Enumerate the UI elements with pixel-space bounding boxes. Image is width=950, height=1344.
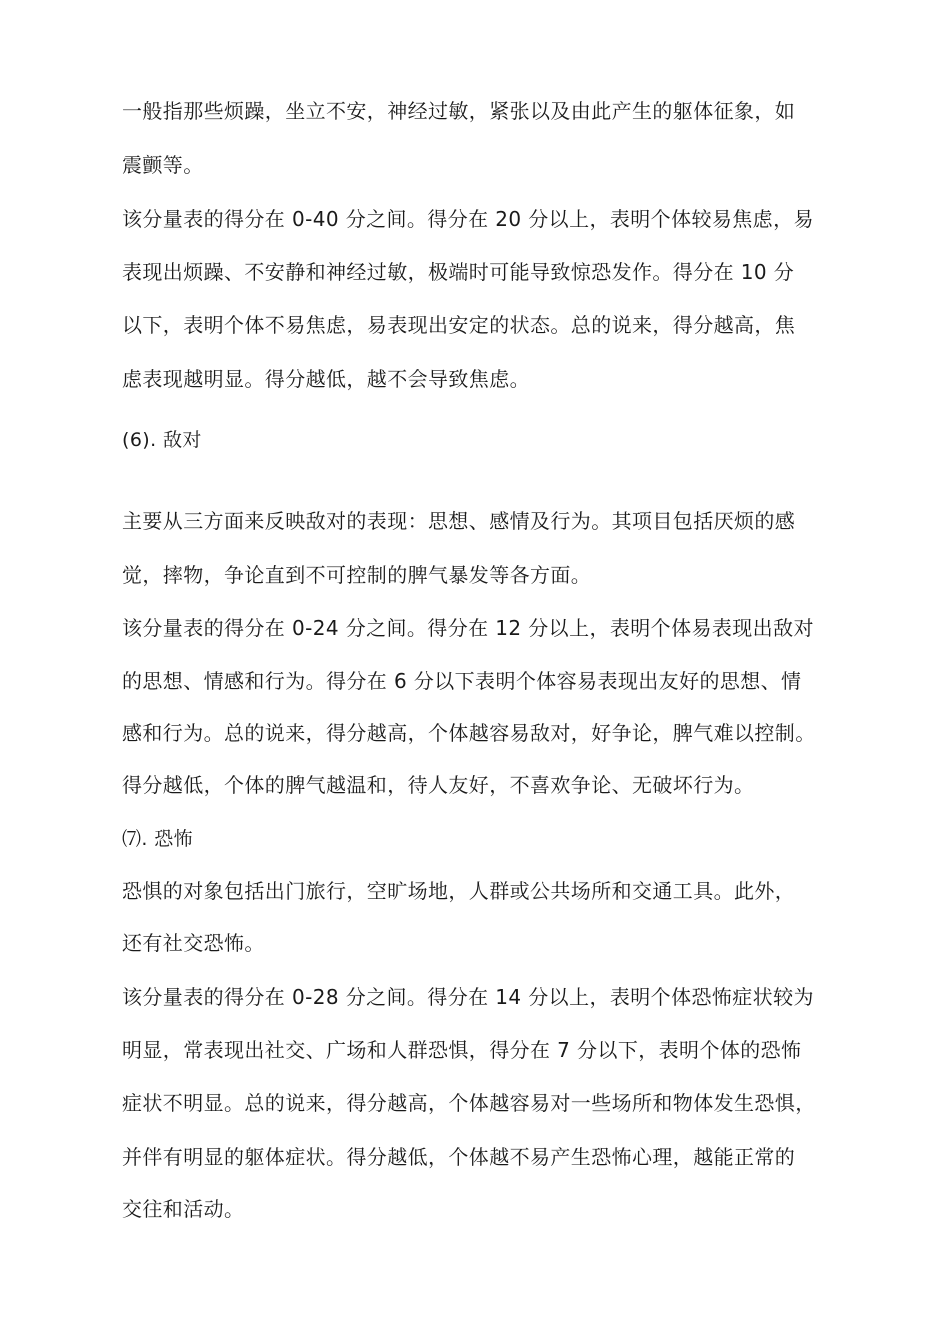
phobia-score-line-1: 该分量表的得分在 0-28 分之间。得分在 14 分以上，表明个体恐怖症状较为 (122, 985, 814, 1009)
phobia-score-line-2: 明显，常表现出社交、广场和人群恐惧，得分在 7 分以下，表明个体的恐怖 (122, 1038, 802, 1062)
anxiety-score-line-2: 表现出烦躁、不安静和神经过敏，极端时可能导致惊恐发作。得分在 10 分 (122, 260, 795, 284)
anxiety-score-line-1: 该分量表的得分在 0-40 分之间。得分在 20 分以上，表明个体较易焦虑，易 (122, 207, 814, 231)
anxiety-score-line-3: 以下，表明个体不易焦虑，易表现出安定的状态。总的说来，得分越高，焦 (122, 313, 796, 337)
phobia-score-line-4: 并伴有明显的躯体症状。得分越低，个体越不易产生恐怖心理，越能正常的 (122, 1145, 796, 1169)
phobia-description-line-2: 还有社交恐怖。 (122, 931, 265, 955)
hostility-description-line-2: 觉，摔物，争论直到不可控制的脾气暴发等各方面。 (122, 563, 592, 587)
anxiety-score-line-4: 虑表现越明显。得分越低，越不会导致焦虑。 (122, 367, 530, 391)
phobia-score-line-3: 症状不明显。总的说来，得分越高，个体越容易对一些场所和物体发生恐惧， (122, 1091, 816, 1115)
hostility-score-line-3: 感和行为。总的说来，得分越高，个体越容易敌对，好争论，脾气难以控制。 (122, 721, 816, 745)
hostility-score-line-4: 得分越低，个体的脾气越温和，待人友好，不喜欢争论、无破坏行为。 (122, 773, 755, 797)
hostility-score-line-1: 该分量表的得分在 0-24 分之间。得分在 12 分以上，表明个体易表现出敌对 (122, 616, 814, 640)
phobia-score-line-5: 交往和活动。 (122, 1197, 245, 1221)
phobia-heading: ⑺. 恐怖 (122, 828, 194, 850)
hostility-score-line-2: 的思想、情感和行为。得分在 6 分以下表明个体容易表现出友好的思想、情 (122, 669, 802, 693)
hostility-heading: (6). 敌对 (122, 429, 202, 451)
anxiety-description-line-2: 震颤等。 (122, 153, 204, 177)
hostility-description-line-1: 主要从三方面来反映敌对的表现：思想、感情及行为。其项目包括厌烦的感 (122, 509, 796, 533)
phobia-description-line-1: 恐惧的对象包括出门旅行，空旷场地，人群或公共场所和交通工具。此外， (122, 879, 796, 903)
anxiety-description-line-1: 一般指那些烦躁，坐立不安，神经过敏，紧张以及由此产生的躯体征象，如 (122, 99, 796, 123)
